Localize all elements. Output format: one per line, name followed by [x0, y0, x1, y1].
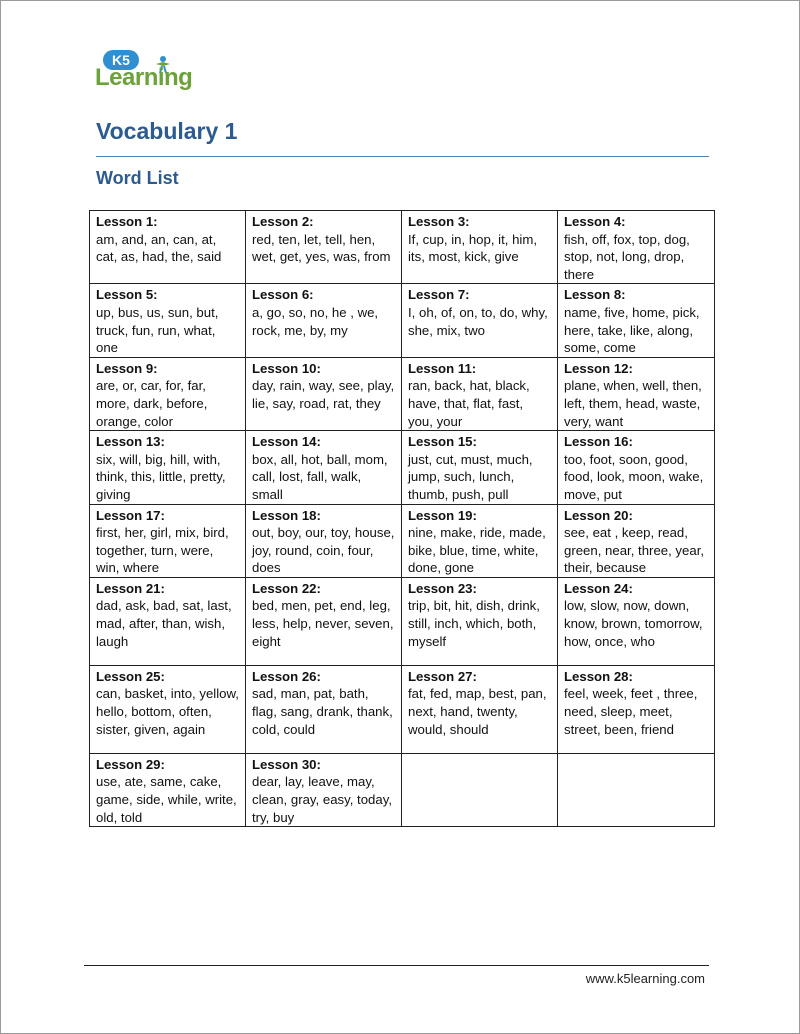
lesson-cell	[246, 431, 402, 504]
lesson-cell	[90, 211, 246, 284]
lesson-words: dear, lay, leave, may, clean, gray, easy, today, try, buy	[252, 774, 393, 825]
lesson-label: Lesson 20:	[564, 507, 633, 523]
lesson-label: Lesson 30:	[252, 756, 321, 772]
lesson-label: Lesson 9:	[96, 360, 158, 376]
lesson-words: fish, off, fox, top, dog, stop, not, long, drop, there	[564, 231, 690, 282]
section-heading: Word List	[96, 168, 179, 188]
lesson-words: out, boy, our, toy, house, joy, round, coin, four, does	[252, 525, 395, 576]
lesson-words: nine, make, ride, made, bike, blue, time, white, done, gone	[408, 525, 546, 576]
lesson-cell	[402, 431, 558, 504]
empty-cell	[558, 753, 715, 826]
lesson-words: name, five, home, pick, here, take, like, along, some, come	[564, 304, 700, 356]
logo-badge: K5	[103, 50, 139, 70]
lesson-label: Lesson 1:	[96, 214, 158, 229]
lesson-words: use, ate, same, cake, game, side, while, write, old, told	[96, 774, 237, 825]
lesson-words: are, or, car, for, far, more, dark, before, orange, color	[96, 378, 208, 429]
lesson-cell	[246, 753, 402, 826]
lesson-cell	[558, 211, 715, 284]
table-row	[90, 577, 715, 665]
lesson-cell	[402, 284, 558, 357]
table-row	[90, 284, 715, 357]
lesson-cell	[402, 504, 558, 577]
lesson-cell	[402, 211, 558, 284]
lesson-label: Lesson 21:	[96, 580, 165, 596]
lesson-words: I, oh, of, on, to, do, why, she, mix, two	[408, 304, 548, 338]
table-row	[90, 211, 715, 284]
lesson-words: day, rain, way, see, play, lie, say, road, rat, they	[252, 378, 395, 411]
lesson-label: Lesson 7:	[408, 287, 470, 303]
lesson-label: Lesson 5:	[96, 287, 158, 303]
lesson-cell	[558, 504, 715, 577]
lesson-cell	[246, 284, 402, 357]
k5-learning-logo	[95, 48, 199, 94]
lesson-cell	[90, 577, 246, 665]
lesson-words: sad, man, pat, bath, flag, sang, drank, thank, cold, could	[252, 686, 393, 737]
lesson-label: Lesson 19:	[408, 507, 477, 523]
page-title: Vocabulary 1	[96, 118, 238, 144]
lesson-words: trip, bit, hit, dish, drink, still, inch, which, both, myself	[408, 598, 540, 649]
lesson-label: Lesson 8:	[564, 287, 626, 303]
lesson-label: Lesson 18:	[252, 507, 321, 523]
lesson-cell	[558, 577, 715, 665]
lesson-label: Lesson 24:	[564, 580, 633, 596]
lesson-cell	[402, 357, 558, 430]
title-divider	[96, 156, 709, 157]
lesson-words: red, ten, let, tell, hen, wet, get, yes, was, from	[252, 231, 391, 265]
lesson-words: too, foot, soon, good, food, look, moon, wake, move, put	[564, 451, 704, 502]
lesson-words: fat, fed, map, best, pan, next, hand, twenty, would, should	[408, 686, 547, 737]
lesson-cell	[402, 577, 558, 665]
lesson-cell	[402, 665, 558, 753]
lesson-label: Lesson 2:	[252, 214, 314, 229]
lesson-words: first, her, girl, mix, bird, together, turn, were, win, where	[96, 525, 229, 576]
word-list-table	[89, 210, 715, 827]
lesson-words: ran, back, hat, black, have, that, flat, fast, you, your	[408, 378, 530, 429]
lesson-label: Lesson 6:	[252, 287, 314, 303]
lesson-words: plane, when, well, then, left, them, head, waste, very, want	[564, 378, 702, 429]
footer-url: www.k5learning.com	[585, 971, 705, 986]
table-row	[90, 357, 715, 430]
lesson-label: Lesson 25:	[96, 668, 165, 684]
lesson-cell	[246, 577, 402, 665]
lesson-label: Lesson 22:	[252, 580, 321, 596]
lesson-cell	[246, 211, 402, 284]
lesson-cell	[246, 665, 402, 753]
lesson-label: Lesson 13:	[96, 434, 165, 450]
lesson-cell	[558, 665, 715, 753]
lesson-cell	[90, 431, 246, 504]
lesson-words: just, cut, must, much, jump, such, lunch, thumb, push, pull	[408, 451, 533, 502]
table-row	[90, 504, 715, 577]
empty-cell	[402, 753, 558, 826]
lesson-words: up, bus, us, sun, but, truck, fun, run, what, one	[96, 304, 219, 356]
table-row	[90, 431, 715, 504]
lesson-words: box, all, hot, ball, mom, call, lost, fall, walk, small	[252, 451, 388, 502]
lesson-label: Lesson 12:	[564, 360, 633, 376]
lesson-words: can, basket, into, yellow, hello, bottom, often, sister, given, again	[96, 686, 239, 737]
footer-divider	[84, 965, 709, 966]
lesson-words: am, and, an, can, at, cat, as, had, the, said	[96, 231, 222, 265]
lesson-cell	[558, 284, 715, 357]
lesson-words: dad, ask, bad, sat, last, mad, after, than, wish, laugh	[96, 598, 232, 649]
lesson-words: If, cup, in, hop, it, him, its, most, kick, give	[408, 231, 538, 265]
lesson-label: Lesson 29:	[96, 756, 165, 772]
lesson-cell	[90, 284, 246, 357]
logo-wordmark: Learning	[95, 64, 193, 91]
lesson-cell	[90, 665, 246, 753]
lesson-cell	[90, 504, 246, 577]
lesson-label: Lesson 15:	[408, 434, 477, 450]
lesson-words: bed, men, pet, end, leg, less, help, never, seven, eight	[252, 598, 394, 649]
lesson-words: see, eat , keep, read, green, near, three, year, their, because	[564, 525, 705, 576]
lesson-cell	[558, 357, 715, 430]
lesson-label: Lesson 26:	[252, 668, 321, 684]
lesson-cell	[558, 431, 715, 504]
lesson-label: Lesson 11:	[408, 360, 477, 376]
lesson-label: Lesson 27:	[408, 668, 477, 684]
lesson-cell	[246, 504, 402, 577]
lesson-label: Lesson 28:	[564, 668, 633, 684]
table-row	[90, 665, 715, 753]
lesson-words: a, go, so, no, he , we, rock, me, by, my	[252, 304, 379, 338]
lesson-words: feel, week, feet , three, need, sleep, meet, street, been, friend	[564, 686, 698, 737]
lesson-label: Lesson 14:	[252, 434, 321, 450]
lesson-label: Lesson 17:	[96, 507, 165, 523]
lesson-cell	[246, 357, 402, 430]
lesson-label: Lesson 23:	[408, 580, 477, 596]
lesson-words: six, will, big, hill, with, think, this, little, pretty, giving	[96, 451, 226, 502]
lesson-label: Lesson 16:	[564, 434, 633, 450]
lesson-cell	[90, 753, 246, 826]
lesson-words: low, slow, now, down, know, brown, tomorrow, how, once, who	[564, 598, 703, 649]
lesson-label: Lesson 4:	[564, 214, 626, 229]
table-row	[90, 753, 715, 826]
lesson-label: Lesson 10:	[252, 360, 321, 376]
lesson-label: Lesson 3:	[408, 214, 470, 229]
lesson-cell	[90, 357, 246, 430]
